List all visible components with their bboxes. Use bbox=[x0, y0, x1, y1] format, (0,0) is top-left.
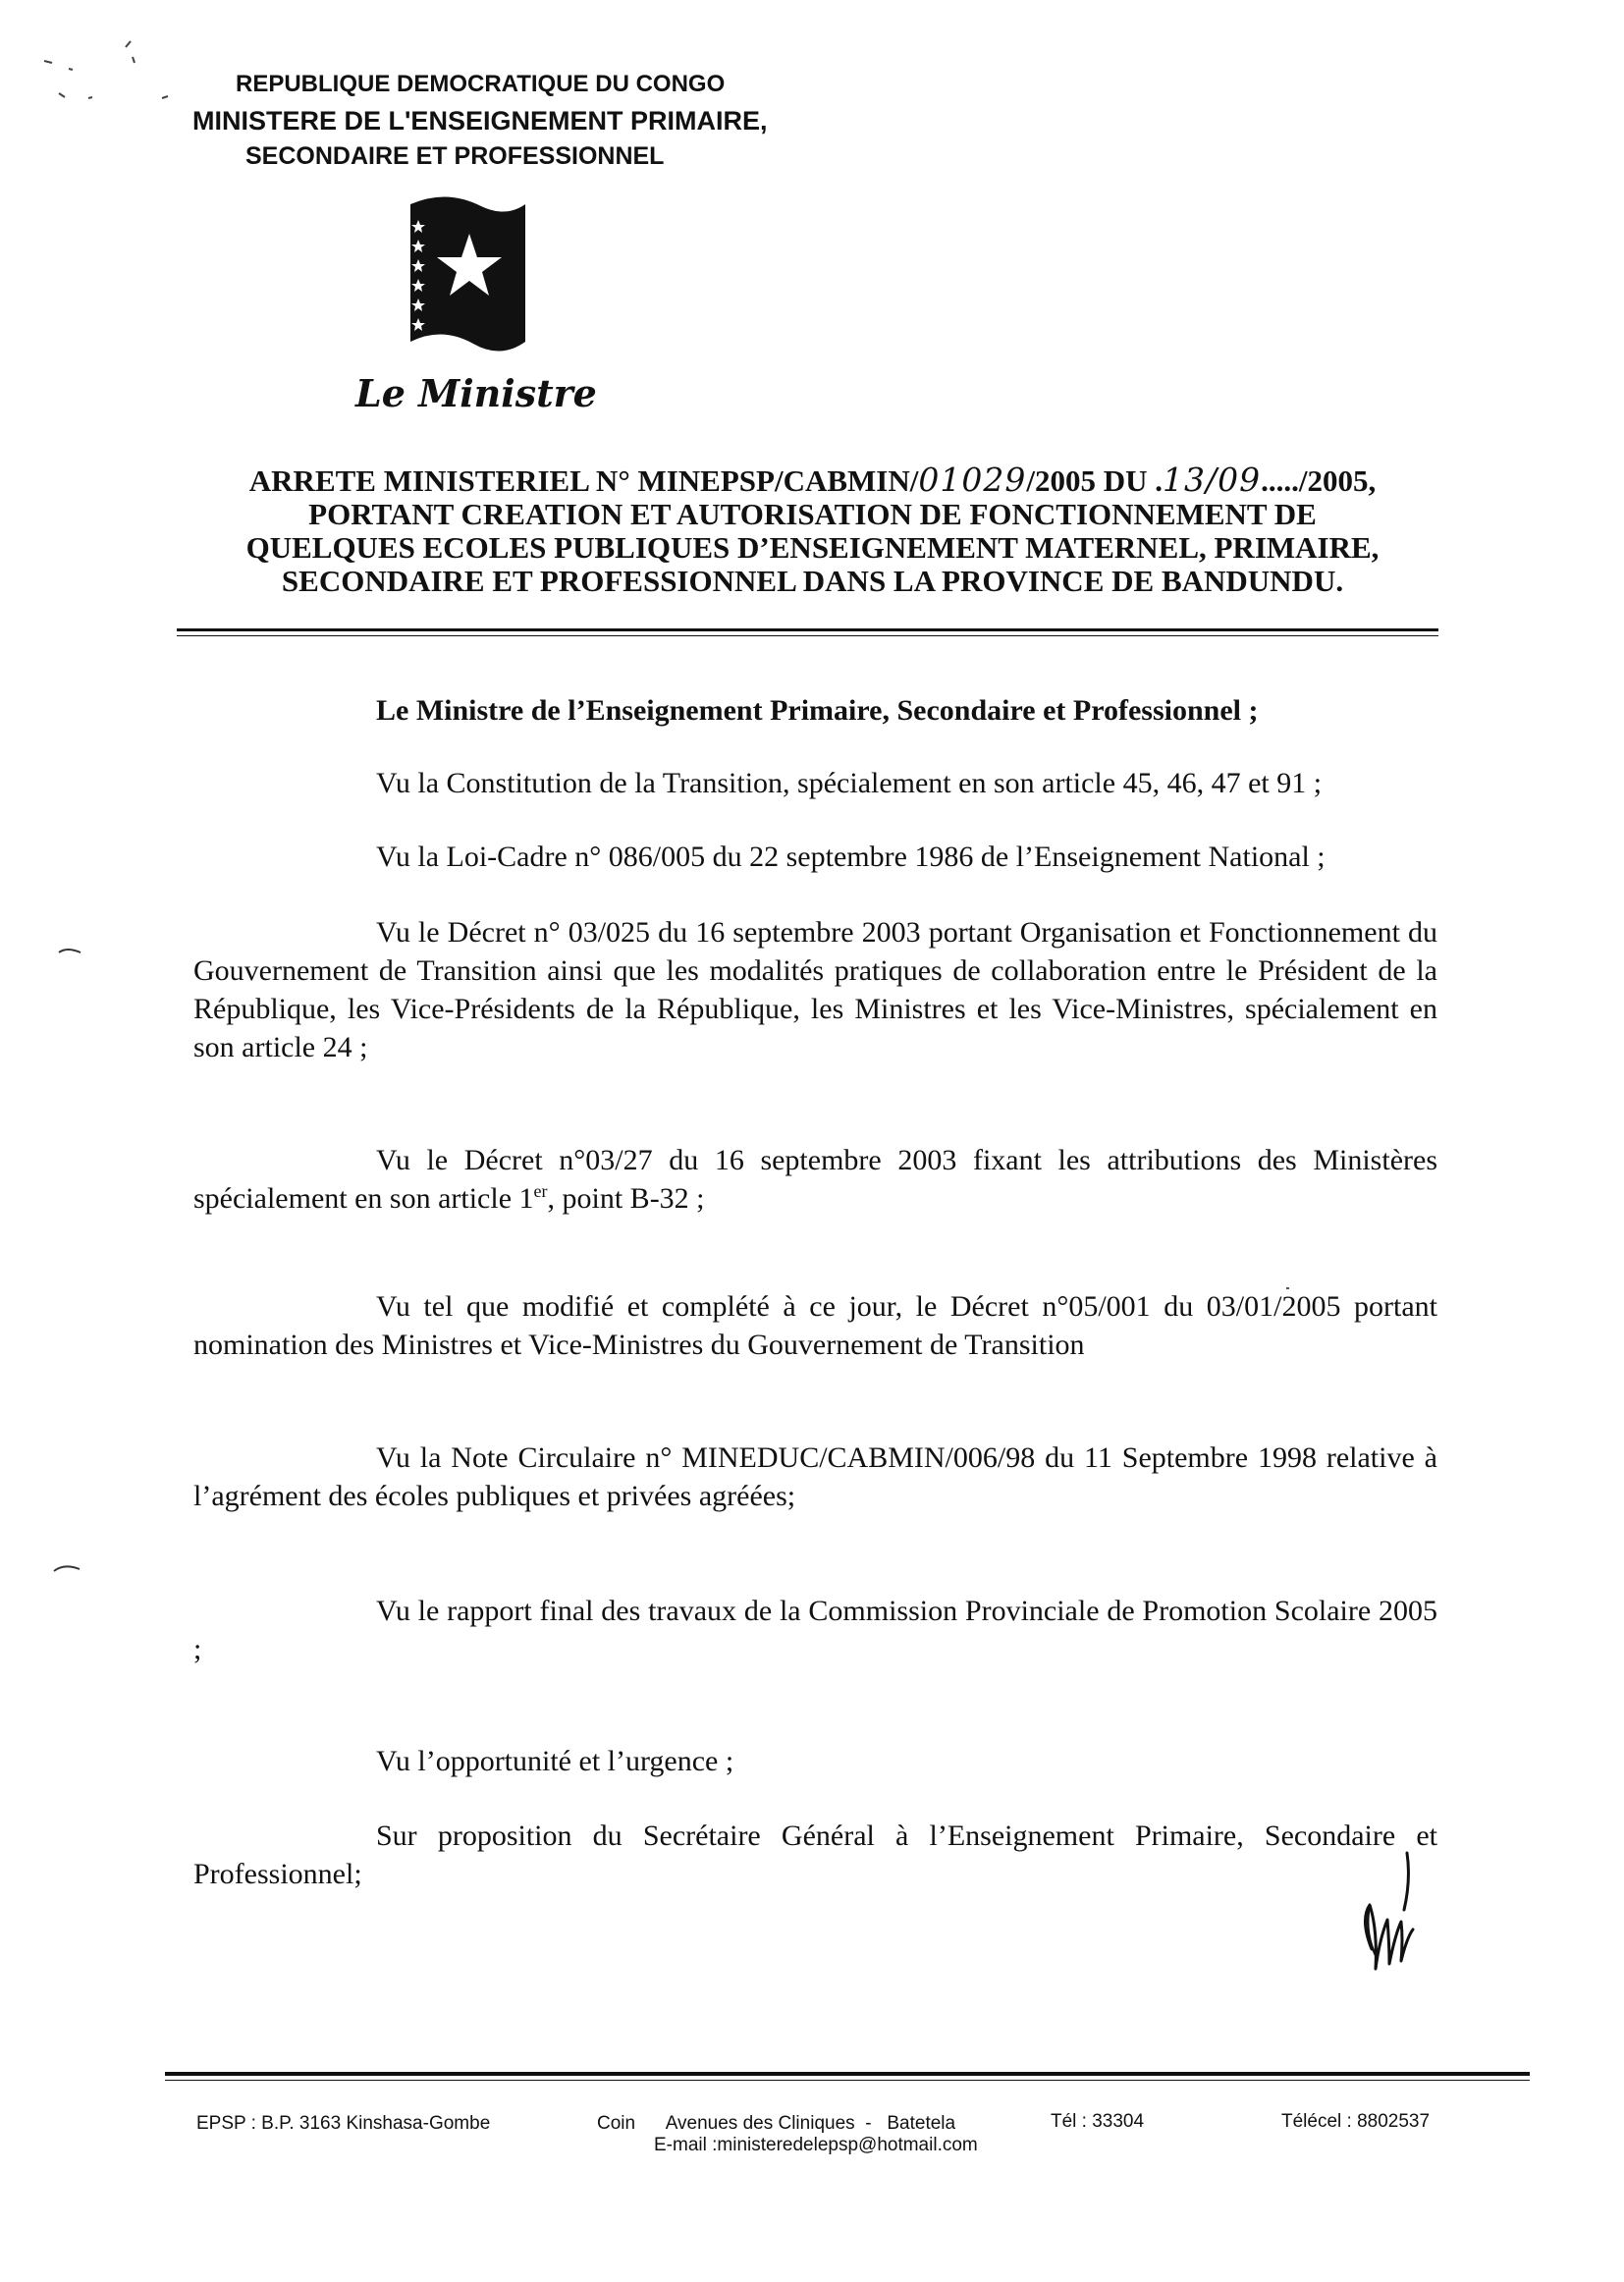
decree-title-line3: QUELQUES ECOLES PUBLIQUES D’ENSEIGNEMENT MATERNEL, PRIMAIRE, bbox=[245, 530, 1380, 565]
decree-title bbox=[177, 463, 1448, 598]
visa-decret-attributions bbox=[193, 1141, 1437, 1218]
proposal-paragraph: Sur proposition du Secrétaire Général à l’Enseignement Primaire, Secondaire et Professionnel; bbox=[193, 1820, 1437, 1890]
visa-decret-nomination: Vu tel que modifié et complété à ce jour, le Décret n°05/001 du 03/01/2005 portant nomination des Ministres et Vice-Ministres du Gouvernement de Transition bbox=[193, 1290, 1437, 1361]
footer-postal-address: EPSP : B.P. 3163 Kinshasa-Gombe bbox=[196, 2113, 491, 2134]
decree-title-line1 bbox=[177, 463, 1448, 498]
footer-telephone: Tél : 33304 bbox=[1051, 2111, 1145, 2132]
country-heading: REPUBLIQUE DEMOCRATIQUE DU CONGO bbox=[236, 71, 726, 97]
decree-title-line2: PORTANT CREATION ET AUTORISATION DE FONCTIONNEMENT DE bbox=[308, 497, 1317, 531]
footer-street: Coin Avenues des Cliniques - Batetela bbox=[597, 2113, 956, 2134]
decree-date-suffix: ...../2005, bbox=[1261, 463, 1377, 498]
handwritten-decree-date: 13/09 bbox=[1162, 461, 1262, 499]
ministry-heading-line2: SECONDAIRE ET PROFESSIONNEL bbox=[245, 142, 665, 170]
visa-opportunite: Vu l’opportunité et l’urgence ; bbox=[376, 1745, 734, 1777]
footer-divider bbox=[165, 2072, 1530, 2081]
visa-note-circulaire: Vu la Note Circulaire n° MINEDUC/CABMIN/006/98 du 11 Septembre 1998 relative à l’agrément des écoles publiques et privées agréées; bbox=[193, 1441, 1437, 1512]
intro-paragraph: Le Ministre de l’Enseignement Primaire, Secondaire et Professionnel ; bbox=[376, 694, 1259, 727]
visa-constitution: Vu la Constitution de la Transition, spécialement en son article 45, 46, 47 et 91 ; bbox=[376, 767, 1323, 799]
drc-flag-star-emblem-icon bbox=[403, 194, 530, 371]
signatory-title: Le Ministre bbox=[355, 371, 597, 415]
visa-rapport-final: Vu le rapport final des travaux de la Commission Provinciale de Promotion Scolaire 2005 ; bbox=[193, 1595, 1437, 1665]
handwritten-initials-icon bbox=[1350, 1851, 1429, 1993]
title-divider bbox=[177, 628, 1438, 636]
visa-loi-cadre: Vu la Loi-Cadre n° 086/005 du 22 septembre 1986 de l’Enseignement National ; bbox=[376, 841, 1326, 873]
decree-title-line4: SECONDAIRE ET PROFESSIONNEL DANS LA PROVINCE DE BANDUNDU. bbox=[281, 564, 1344, 598]
superscript-er: er bbox=[533, 1181, 548, 1201]
footer-email: E-mail :ministeredelepsp@hotmail.com bbox=[654, 2135, 978, 2155]
ministry-heading-line1: MINISTERE DE L'ENSEIGNEMENT PRIMAIRE, bbox=[192, 106, 768, 136]
decree-number-prefix: ARRETE MINISTERIEL N° MINEPSP/CABMIN/ bbox=[248, 463, 919, 498]
visa-decret-attributions-text: Vu le Décret n°03/27 du 16 septembre 2003 fixant les attributions des Ministères spécialement en son article 1 bbox=[193, 1144, 1437, 1215]
visa-decret-attributions-point: , point B-32 ; bbox=[547, 1182, 705, 1215]
visa-decret-organisation: Vu le Décret n° 03/025 du 16 septembre 2003 portant Organisation et Fonctionnement du Gouvernement de Transition ainsi que les modalités pratiques de collaboration entre le Président de la République, les Vice-Présidents de la République, les Ministres et les Vice-Ministres, spécialement en son article 24 ; bbox=[193, 916, 1437, 1063]
decree-year-du: /2005 DU . bbox=[1026, 463, 1163, 498]
footer-telecel: Télécel : 8802537 bbox=[1281, 2111, 1431, 2132]
handwritten-decree-number: 01029 bbox=[918, 461, 1027, 499]
